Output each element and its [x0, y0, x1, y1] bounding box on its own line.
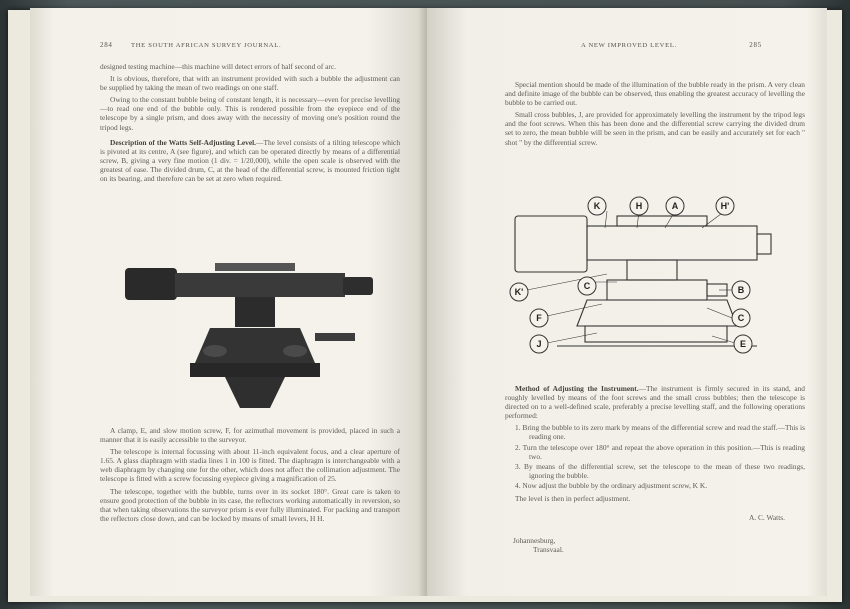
right-top-text	[505, 80, 805, 150]
list-item: 4. Now adjust the bubble by the ordinary adjustment screw, K K.	[515, 480, 708, 490]
diagram-bubble	[617, 216, 707, 226]
diagram-plate	[585, 326, 727, 342]
centre-pivot	[235, 297, 275, 327]
right-page-number: 285	[749, 41, 762, 49]
paragraph	[505, 384, 805, 420]
diagram-pivot	[627, 260, 677, 280]
diagram-label-c2: C	[737, 313, 745, 323]
slow-motion-screw	[315, 333, 355, 341]
diagram-label-e: E	[739, 339, 747, 349]
signature: A. C. Watts.	[748, 513, 785, 523]
right-bottom-text	[505, 384, 805, 554]
paragraph	[100, 138, 400, 183]
adjustment-steps	[505, 423, 805, 490]
paragraph: The telescope is internal focussing with about 11-inch equivalent focus, and a clear aperture of 1.65. A glass diaphragm with stadia lines 1 in 100 is fitted. The diaphragm is interchangeable with a web diaphragm by changing one for the other, which does not affect the collimation adjustment. The telescope is fitted with a screw focussing eyepiece giving a magnification of 25.	[100, 447, 400, 484]
diagram-head	[607, 280, 707, 300]
paragraph: A clamp, E, and slow motion screw, F, for azimuthal movement is provided, placed in such a manner that it is easily accessible to the surveyor.	[100, 426, 400, 445]
left-top-text	[100, 62, 400, 186]
diagram-objective	[515, 216, 587, 272]
stand-mount	[225, 377, 285, 408]
diagram-base	[577, 300, 737, 326]
diagram-label-k-prime: K'	[514, 287, 524, 297]
right-page-header	[581, 41, 762, 50]
objective-end	[125, 268, 177, 300]
paragraph: designed testing machine—this machine will detect errors of half second of arc.	[100, 62, 337, 71]
paragraph: Small cross bubbles, J, are provided for approximately levelling the instrument by the tripod legs and the foot screws. When this has been done and the differential screw carrying the divided drum set to zero, the mean bubble will be seen in the prism, and can be easily and accurately set for each " shot " by the differential screw.	[505, 110, 805, 147]
list-item: 3. By means of the differential screw, set the telescope to the mean of these two readings, ignoring the bubble.	[515, 461, 805, 480]
method-text: —The instrument is firmly secured in its stand, and roughly levelled by means of the foot screws and the small cross bubbles; then the telescope is directed on to a well-defined scale, preferably a precise levelling staff, and the following operations performed:	[505, 384, 805, 421]
diagram-label-h: H	[635, 201, 643, 211]
right-page	[427, 8, 827, 596]
left-running-head: THE SOUTH AFRICAN SURVEY JOURNAL.	[130, 42, 282, 49]
left-page	[30, 8, 427, 596]
paragraph: Owing to the constant bubble being of constant length, it is necessary—even for precise levelling—to read one end of the bubble only. This is rendered possible from the eyepiece end of the telescope by a single prism, and does away with the necessity of moving one's position round the tripod legs.	[100, 95, 400, 132]
foot-screw	[203, 345, 227, 357]
paragraph: It is obvious, therefore, that with an instrument provided with such a bubble the adjustment can be supplied by taking the mean of two readings on one staff.	[100, 74, 400, 93]
diagram-label-c: C	[583, 281, 591, 291]
right-running-head: A NEW IMPROVED LEVEL.	[581, 42, 677, 49]
diagram-eyepiece	[757, 234, 771, 254]
place-region: Transvaal.	[533, 545, 564, 555]
left-bottom-text	[100, 426, 400, 526]
telescope-tube	[175, 273, 345, 297]
left-page-number: 284	[100, 41, 113, 49]
diagram-label-h-prime: H'	[720, 201, 730, 211]
diagram-label-b: B	[737, 285, 745, 295]
foot-screw	[283, 345, 307, 357]
eyepiece	[343, 277, 373, 295]
place-city: Johannesburg,	[513, 536, 556, 546]
section-text: —The level consists of a tilting telescope which is pivoted at its centre, A (see figure), and which can be operated directly by means of a differential screw, B, giving a very fine motion (1 div. = 1/20,000), while the open scale is observed with the greatest of ease. The divided drum, C, at the head of the differential screw, is mounted friction tight on its bearing, and therefore can be set at zero when required.	[100, 137, 401, 184]
diagram-label-k: K	[593, 201, 601, 211]
paragraph: The telescope, together with the bubble, turns over in its socket 180°. Great care is taken to ensure good protection of the bubble in its case, the reflectors working automatically in reversion, so that when taking observations the surveyor prism is ever fully illuminated. For packing and transport the reflectors close down, and can be locked by means of small levers, H H.	[100, 486, 400, 523]
left-page-header	[100, 41, 281, 50]
list-item: 1. Bring the bubble to its zero mark by means of the differential screw and read the staff.—This is reading one.	[515, 423, 805, 442]
diagram-label-j: J	[536, 339, 542, 349]
level-photograph	[115, 253, 395, 423]
diagram-label-f: F	[536, 313, 542, 323]
level-diagram	[487, 186, 787, 381]
method-heading: Method of Adjusting the Instrument.	[515, 384, 639, 393]
list-item: 2. Turn the telescope over 180° and repeat the above operation in this position.—This is reading two.	[515, 442, 805, 461]
base-plate	[190, 363, 320, 377]
section-heading: Description of the Watts Self-Adjusting Level.	[110, 137, 257, 147]
paragraph: Special mention should be made of the illumination of the bubble ready in the prism. A very clean and definite image of the bubble can be observed, thus enabling the greatest accuracy of levelling the bubble to be carried out.	[505, 80, 805, 108]
diagram-label-a: A	[671, 201, 679, 211]
closing-text: The level is then in perfect adjustment.	[515, 494, 631, 504]
diagram-tube	[587, 226, 757, 260]
bubble-case	[215, 263, 295, 271]
